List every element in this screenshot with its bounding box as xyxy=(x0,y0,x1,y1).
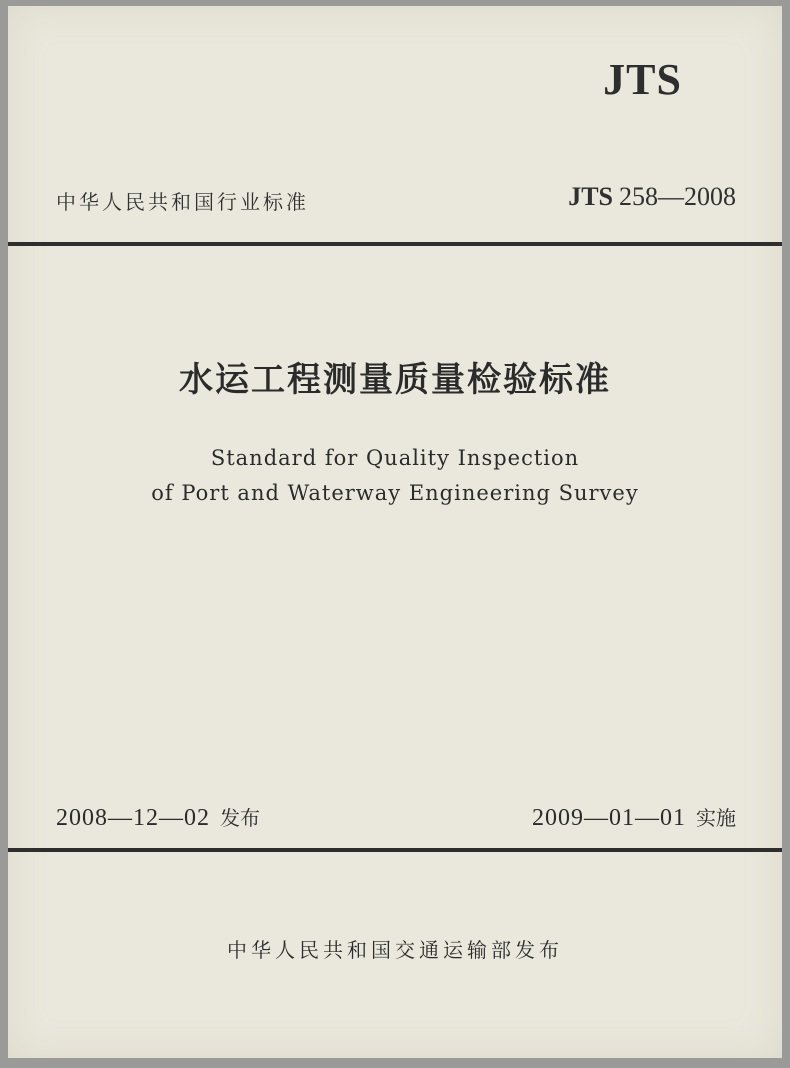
title-chinese: 水运工程测量质量检验标准 xyxy=(179,360,611,400)
effective-date: 2009—01—01 xyxy=(532,805,686,831)
jts-logo: JTS xyxy=(603,55,682,104)
issue-date: 2008—12—02 xyxy=(56,805,210,831)
top-divider xyxy=(8,242,782,246)
issue-date-group xyxy=(56,802,260,832)
header-row xyxy=(8,182,782,222)
title-english-line2: of Port and Waterway Engineering Survey xyxy=(151,481,639,505)
issue-label: 发布 xyxy=(220,806,260,830)
standard-code-number: 258—2008 xyxy=(619,182,736,211)
effective-date-group xyxy=(532,802,736,832)
document-cover xyxy=(8,6,782,1058)
standard-category: 中华人民共和国行业标准 xyxy=(56,190,309,214)
publisher: 中华人民共和国交通运输部发布 xyxy=(227,938,563,962)
standard-code xyxy=(568,182,736,212)
title-english-line1: Standard for Quality Inspection xyxy=(210,446,580,470)
standard-code-prefix: JTS xyxy=(568,182,613,211)
date-row xyxy=(8,802,782,838)
bottom-divider xyxy=(8,848,782,852)
effective-label: 实施 xyxy=(696,806,736,830)
